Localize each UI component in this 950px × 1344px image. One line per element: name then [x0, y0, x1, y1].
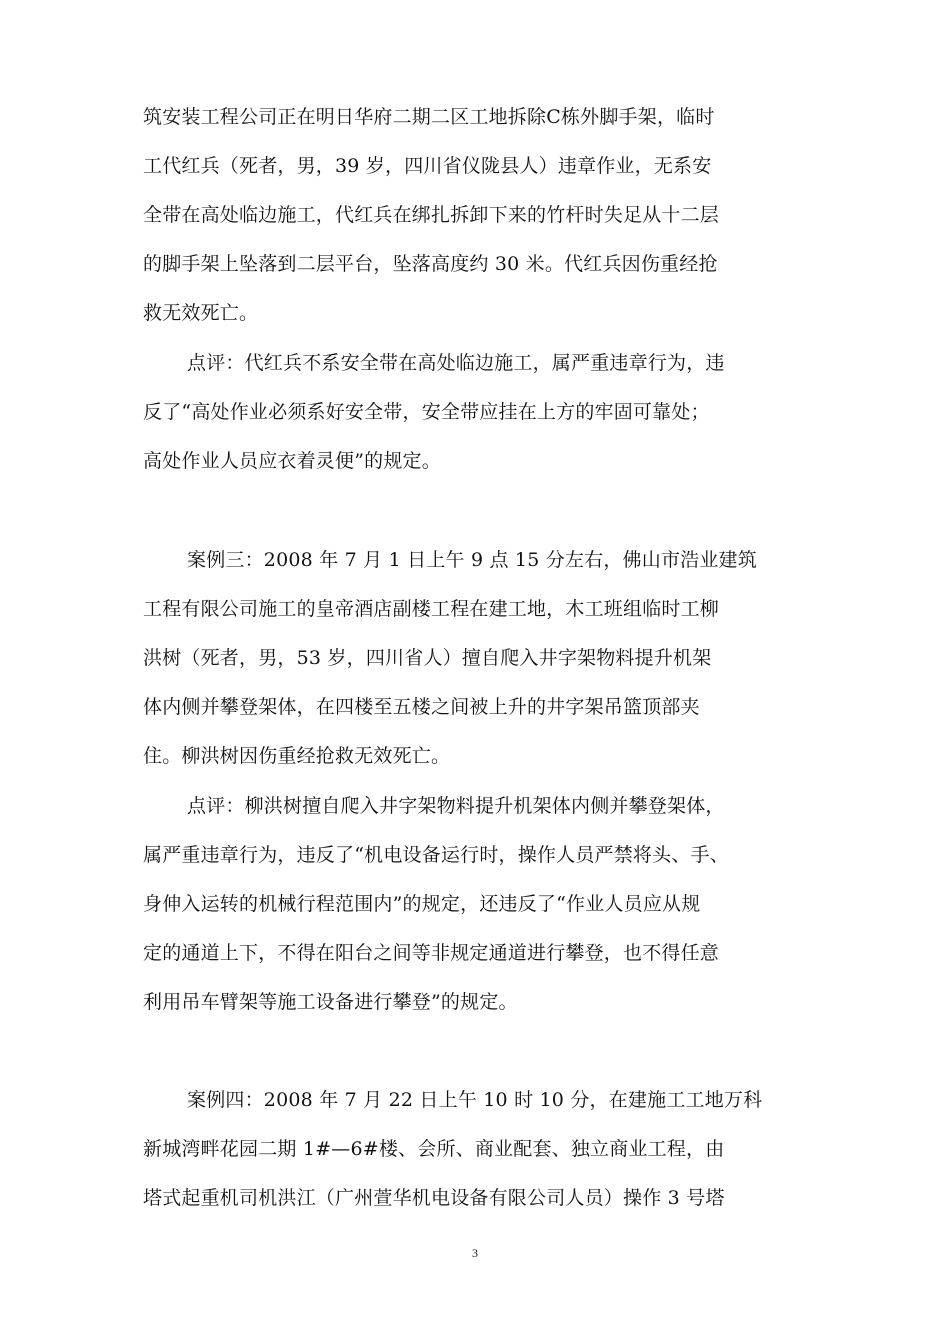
text-line: 新城湾畔花园二期 1#—6#楼、会所、商业配套、独立商业工程，由 [143, 1138, 725, 1160]
text-line: 定的通道上下，不得在阳台之间等非规定通道进行攀登，也不得任意 [143, 942, 720, 964]
paragraph-case-three-body [143, 536, 813, 781]
text-line: 身伸入运转的机械行程范围内”的规定，还违反了“作业人员应从规 [143, 893, 701, 915]
text-line: 高处作业人员应衣着灵便”的规定。 [143, 450, 441, 472]
text-line: 体内侧并攀登架体，在四楼至五楼之间被上升的井字架吊篮顶部夹 [143, 696, 700, 718]
text-line: 的脚手架上坠落到二层平台，坠落高度约 30 米。代红兵因伤重经抢 [143, 253, 718, 275]
paragraph-case-two-comment [143, 339, 813, 486]
text-line: 筑安装工程公司正在明日华府二期二区工地拆除C栋外脚手架，临时 [143, 106, 715, 128]
text-line: 点评：代红兵不系安全带在高处临边施工，属严重违章行为，违 [187, 352, 725, 374]
text-line: 案例三：2008 年 7 月 1 日上午 9 点 15 分左右，佛山市浩业建筑 [187, 549, 757, 571]
text-line: 全带在高处临边施工，代红兵在绑扎拆卸下来的竹杆时失足从十二层 [143, 204, 720, 226]
text-line: 案例四：2008 年 7 月 22 日上午 10 时 10 分，在建施工工地万科 [187, 1089, 763, 1111]
text-line: 救无效死亡。 [143, 302, 259, 324]
text-line: 住。柳洪树因伤重经抢救无效死亡。 [143, 745, 451, 767]
text-line: 属严重违章行为，违反了“机电设备运行时，操作人员严禁将头、手、 [143, 844, 729, 866]
text-line: 塔式起重机司机洪江（广州萱华机电设备有限公司人员）操作 3 号塔 [143, 1187, 725, 1209]
text-line: 点评：柳洪树擅自爬入井字架物料提升机架体内侧并攀登架体， [187, 795, 725, 817]
text-line: 洪树（死者，男，53 岁，四川省人）擅自爬入井字架物料提升机架 [143, 647, 712, 669]
text-line: 反了“高处作业必须系好安全带，安全带应挂在上方的牢固可靠处； [143, 401, 710, 423]
paragraph-case-four-body [143, 1076, 813, 1223]
text-line: 利用吊车臂架等施工设备进行攀登”的规定。 [143, 991, 518, 1013]
text-line: 工代红兵（死者，男，39 岁，四川省仪陇县人）违章作业，无系安 [143, 155, 712, 177]
paragraph-case-three-comment [143, 782, 813, 1027]
page-number: 3 [472, 1246, 478, 1260]
text-line: 工程有限公司施工的皇帝酒店副楼工程在建工地，木工班组临时工柳 [143, 598, 720, 620]
paragraph-case-two-body [143, 93, 813, 338]
